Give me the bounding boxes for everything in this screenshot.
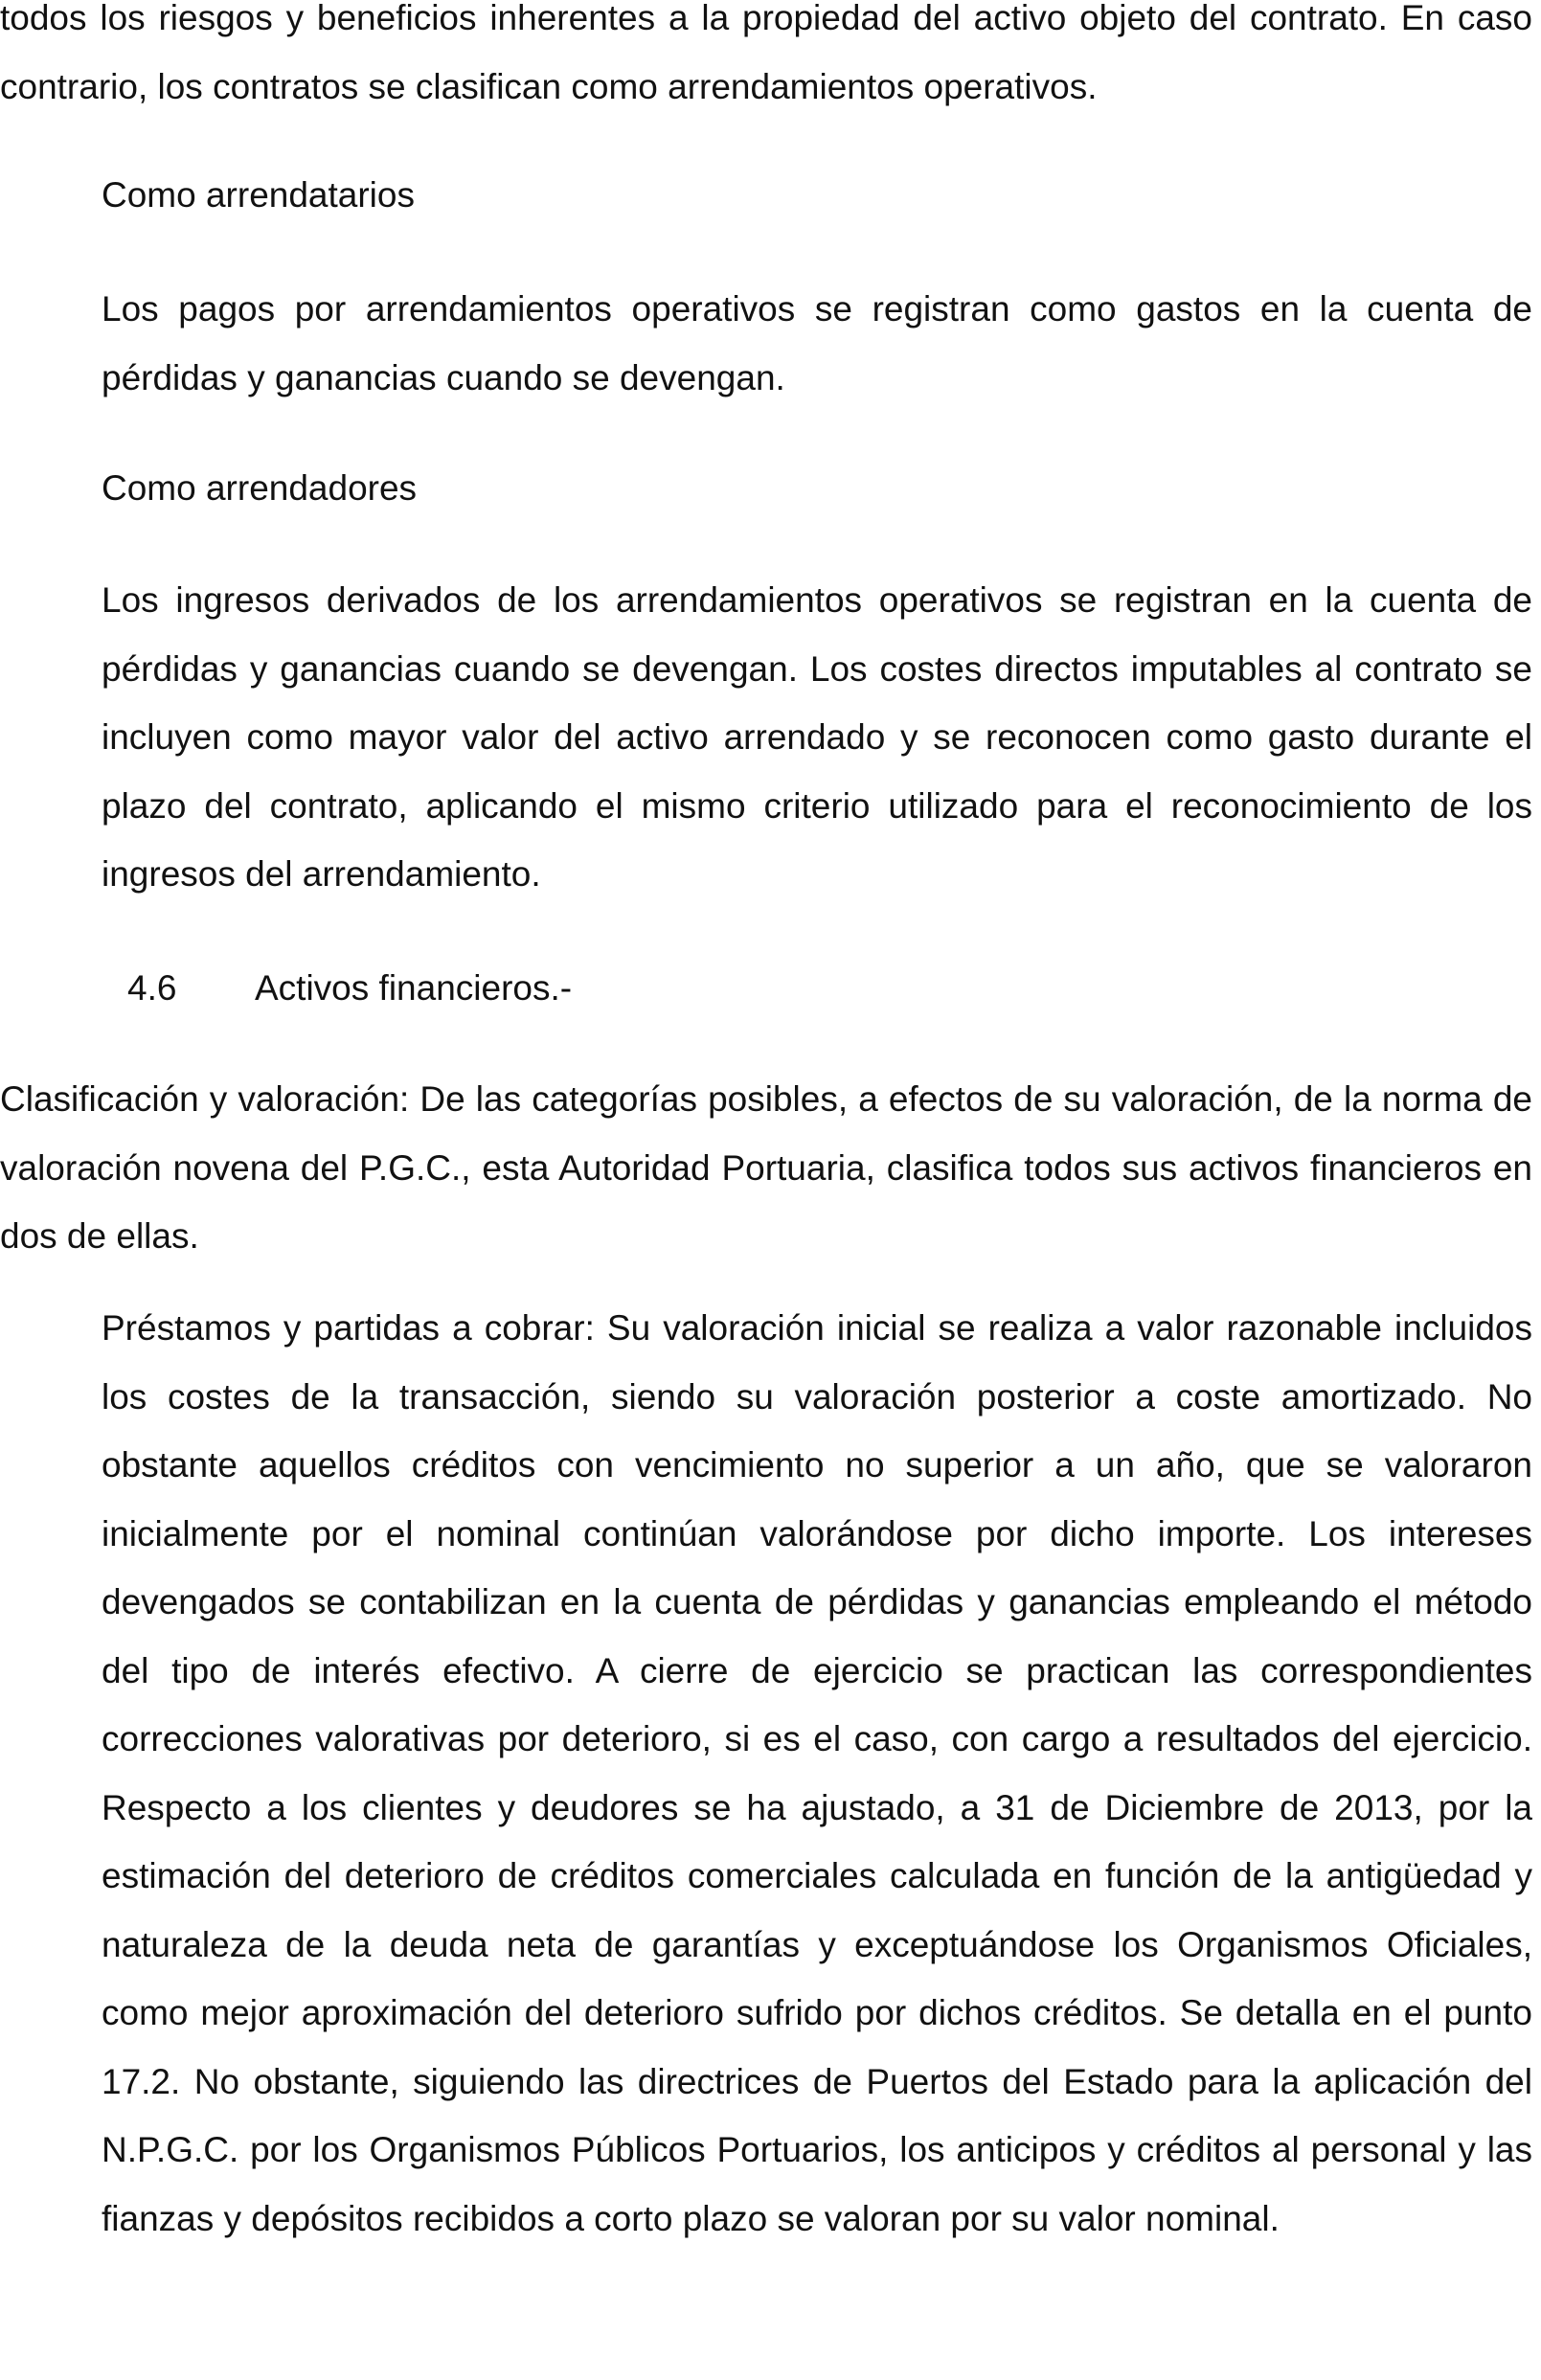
section-number: 4.6 bbox=[127, 968, 177, 1008]
lessor-paragraph: Los ingresos derivados de los arrendamientos operativos se registran en la cuenta de pérdidas y ganancias cuando se devengan. Los costes directos imputables al contrato se incluyen como mayor valor del activo arrendado y se reconocen como gasto durante el plazo del contrato, aplicando el mismo criterio utilizado para el reconocimiento de los ingresos del arrendamiento. bbox=[102, 580, 1532, 894]
section-heading bbox=[127, 954, 572, 1023]
lessor-heading: Como arrendadores bbox=[102, 468, 418, 508]
loans-receivables-paragraph: Préstamos y partidas a cobrar: Su valoración inicial se realiza a valor razonable incluidos los costes de la transacción, siendo su valoración posterior a coste amortizado. No obstante aquellos créditos con vencimiento no superior a un año, que se valoraron inicialmente por el nominal continúan valorándose por dicho importe. Los intereses devengados se contabilizan en la cuenta de pérdidas y ganancias empleando el método del tipo de interés efectivo. A cierre de ejercicio se practican las correspondientes correcciones valorativas por deterioro, si es el caso, con cargo a resultados del ejercicio. Respecto a los clientes y deudores se ha ajustado, a 31 de Diciembre de 2013, por la estimación del deterioro de créditos comerciales calculada en función de la antigüedad y naturaleza de la deuda neta de garantías y exceptuándose los Organismos Oficiales, como mejor aproximación del deterioro sufrido por dichos créditos. Se detalla en el punto 17.2. No obstante, siguiendo las directrices de Puertos del Estado para la aplicación del N.P.G.C. por los Organismos Públicos Portuarios, los anticipos y créditos al personal y las fianzas y depósitos recibidos a corto plazo se valoran por su valor nominal. bbox=[102, 1308, 1532, 2238]
lessee-paragraph: Los pagos por arrendamientos operativos se registran como gastos en la cuenta de pérdidas y ganancias cuando se devengan. bbox=[102, 289, 1532, 397]
section-title: Activos financieros.- bbox=[255, 968, 573, 1008]
intro-paragraph: todos los riesgos y beneficios inherentes a la propiedad del activo objeto del contrato. En caso contrario, los contratos se clasifican como arrendamientos operativos. bbox=[0, 0, 1532, 106]
lessee-heading: Como arrendatarios bbox=[102, 175, 415, 215]
classification-paragraph: Clasificación y valoración: De las categorías posibles, a efectos de su valoración, de la norma de valoración novena del P.G.C., esta Autoridad Portuaria, clasifica todos sus activos financieros en dos de ellas. bbox=[0, 1079, 1532, 1256]
